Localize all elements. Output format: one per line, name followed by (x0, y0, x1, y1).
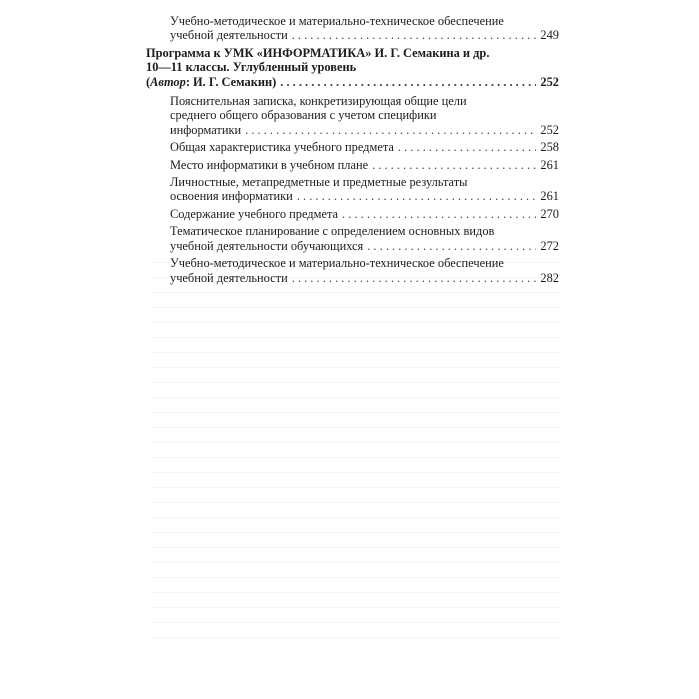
author-name: : И. Г. Семакин) (185, 74, 277, 89)
show-through-line (150, 397, 560, 398)
show-through-line (150, 337, 560, 338)
show-through-line (150, 382, 560, 383)
toc-page-number: 261 (540, 157, 559, 172)
toc-entry-last-line (170, 28, 559, 42)
toc-entry-mesto-informatiki[interactable] (146, 158, 559, 172)
toc-entry-last-line (170, 189, 559, 203)
show-through-line (150, 547, 560, 548)
toc-page-number: 252 (540, 74, 559, 89)
toc-entry-obshchaya-harakteristika[interactable] (146, 140, 559, 154)
author-label: Автор (150, 74, 186, 89)
dot-leader (292, 271, 537, 285)
toc-entry-programma-informatika[interactable] (146, 46, 559, 89)
show-through-line (150, 502, 560, 503)
toc-entry-text: Место информатики в учебном плане (170, 157, 369, 172)
show-through-line (150, 592, 560, 593)
toc-entry-uchebno-metodicheskoe-2[interactable] (146, 256, 559, 285)
dot-leader (342, 207, 536, 221)
show-through-line (150, 607, 560, 608)
toc-page-number: 282 (540, 270, 559, 285)
show-through-line (150, 367, 560, 368)
toc-entry-poyasnitelnaya-zapiska[interactable] (146, 94, 559, 137)
toc-page-number: 249 (540, 28, 559, 43)
show-through-line (150, 352, 560, 353)
dot-leader (398, 140, 537, 154)
toc-entry-last-line (146, 75, 559, 89)
table-of-contents (146, 14, 559, 288)
toc-entry-line: Программа к УМК «ИНФОРМАТИКА» И. Г. Семакина и др. (146, 45, 490, 60)
toc-page-number: 261 (540, 189, 559, 204)
toc-entry-last-line (170, 140, 559, 154)
show-through-line (150, 442, 560, 443)
toc-entry-line: Пояснительная записка, конкретизирующая общие цели (170, 94, 467, 109)
show-through-line (150, 577, 560, 578)
show-through-line (150, 427, 560, 428)
toc-entry-lichnostnye-rezultaty[interactable] (146, 175, 559, 204)
show-through-line (150, 412, 560, 413)
toc-entry-soderzhanie-predmeta[interactable] (146, 207, 559, 221)
show-through-line (150, 637, 560, 638)
toc-entry-text: информатики (170, 122, 242, 137)
toc-entry-text: освоения информатики (170, 189, 293, 204)
dot-leader (367, 239, 536, 253)
toc-page-number: 258 (540, 140, 559, 155)
toc-entry-text: учебной деятельности (170, 270, 288, 285)
toc-entry-line: Тематическое планирование с определением основных видов (170, 224, 495, 239)
toc-entry-text (146, 75, 276, 89)
toc-page-number: 272 (540, 238, 559, 253)
toc-entry-line: среднего общего образования с учетом специфики (170, 108, 437, 123)
dot-leader (292, 28, 537, 42)
toc-page-number: 252 (540, 122, 559, 137)
toc-entry-text: учебной деятельности обучающихся (170, 238, 364, 253)
show-through-line (150, 457, 560, 458)
toc-entry-line: 10—11 классы. Углубленный уровень (146, 60, 357, 75)
author-prefix: ( (146, 74, 151, 89)
dot-leader (297, 189, 537, 203)
toc-entry-text: Содержание учебного предмета (170, 206, 339, 221)
show-through-line (150, 307, 560, 308)
show-through-line (150, 487, 560, 488)
show-through-line (150, 517, 560, 518)
show-through-line (150, 292, 560, 293)
show-through-line (150, 322, 560, 323)
toc-entry-last-line (170, 158, 559, 172)
show-through-line (150, 562, 560, 563)
toc-entry-line: Учебно-методическое и материально-техническое обеспечение (170, 14, 504, 28)
toc-entry-last-line (170, 123, 559, 137)
show-through-line (150, 622, 560, 623)
toc-page-number: 270 (540, 206, 559, 221)
toc-entry-line: Личностные, метапредметные и предметные результаты (170, 175, 468, 190)
show-through-line (150, 532, 560, 533)
dot-leader (372, 158, 536, 172)
dot-leader (245, 123, 536, 137)
toc-entry-text: Общая характеристика учебного предмета (170, 140, 394, 155)
dot-leader (280, 75, 536, 89)
toc-entry-last-line (170, 271, 559, 285)
toc-entry-last-line (170, 239, 559, 253)
toc-entry-last-line (170, 207, 559, 221)
toc-entry-tematicheskoe-planirovanie[interactable] (146, 224, 559, 253)
toc-entry-text: учебной деятельности (170, 28, 288, 43)
show-through-line (150, 472, 560, 473)
toc-entry-uchebno-metodicheskoe-1[interactable] (146, 14, 559, 43)
toc-entry-line: Учебно-методическое и материально-техническое обеспечение (170, 256, 504, 271)
